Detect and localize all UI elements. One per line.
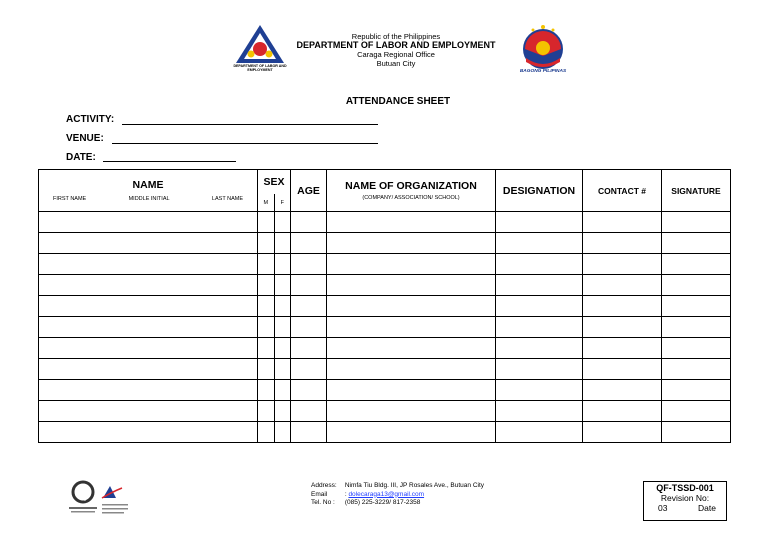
revision-label: Revision No: [660,493,710,503]
organization-cell[interactable] [327,212,496,233]
table-row [39,380,731,401]
male-cell[interactable] [258,233,275,254]
contact-cell[interactable] [583,401,662,422]
activity-line[interactable] [122,124,378,125]
name-cell[interactable] [39,233,258,254]
signature-header: SIGNATURE [662,170,731,212]
male-cell[interactable] [258,401,275,422]
signature-cell[interactable] [662,422,731,443]
date-line[interactable] [103,161,236,162]
age-cell[interactable] [291,254,327,275]
table-row [39,401,731,422]
contact-cell[interactable] [583,359,662,380]
designation-cell[interactable] [496,275,583,296]
signature-cell[interactable] [662,296,731,317]
contact-header: CONTACT # [583,170,662,212]
signature-cell[interactable] [662,401,731,422]
tel-label: Tel. No : [311,499,335,506]
activity-label: ACTIVITY: [66,114,115,125]
contact-cell[interactable] [583,212,662,233]
sex-header [258,170,291,212]
republic-text: Republic of the Philippines [351,32,441,41]
email-link[interactable]: dolecaraga13@gmail.com [348,490,425,498]
venue-label: VENUE: [66,133,104,144]
agency-header [290,32,502,68]
contact-cell[interactable] [583,254,662,275]
organization-cell[interactable] [327,338,496,359]
contact-cell[interactable] [583,380,662,401]
name-header [39,170,258,212]
organization-cell[interactable] [327,275,496,296]
last-name-label: LAST NAME [211,196,243,202]
bagong-pilipinas-logo [518,22,568,72]
female-cell[interactable] [275,422,291,443]
female-cell[interactable] [275,317,291,338]
revision-number: 03 [658,503,668,513]
female-cell[interactable] [275,233,291,254]
age-cell[interactable] [291,338,327,359]
name-cell[interactable] [39,359,258,380]
organization-cell[interactable] [327,401,496,422]
table-row [39,275,731,296]
table-row [39,422,731,443]
female-cell[interactable] [275,401,291,422]
sheet-title: ATTENDANCE SHEET [345,96,451,107]
table-row [39,233,731,254]
organization-cell[interactable] [327,233,496,254]
certification-logo [66,478,134,518]
regional-office: Caraga Regional Office [357,50,435,59]
table-row [39,317,731,338]
tel-value: (085) 225-3229/ 817-2358 [344,499,421,506]
female-cell[interactable] [275,254,291,275]
male-cell[interactable] [258,317,275,338]
female-cell[interactable] [275,338,291,359]
organization-header-label: NAME OF ORGANIZATION [345,180,477,192]
signature-cell[interactable] [662,275,731,296]
organization-header [327,170,496,212]
middle-initial-label: MIDDLE INITIAL [128,196,170,202]
organization-cell[interactable] [327,359,496,380]
date-code-label: Date [698,503,716,513]
signature-cell[interactable] [662,233,731,254]
organization-sub-label: (COMPANY/ ASSOCIATION/ SCHOOL) [362,195,460,201]
age-cell[interactable] [291,422,327,443]
name-header-label: NAME [132,179,164,191]
signature-cell[interactable] [662,380,731,401]
dole-logo-caption: DEPARTMENT OF LABOR AND EMPLOYMENT [233,64,287,72]
contact-info: Address: Nimfa Tiu Bldg. III, JP Rosales Ave., Butuan City Email : dolecaraga13@gmail.com Tel. No : (085) 225-3229/ 817-2358 [311,482,485,506]
male-cell[interactable] [258,380,275,401]
name-cell[interactable] [39,275,258,296]
bagong-pilipinas-caption: BAGONG PILIPINAS [519,69,567,74]
age-cell[interactable] [291,380,327,401]
date-label: DATE: [66,152,96,163]
organization-cell[interactable] [327,422,496,443]
female-cell[interactable] [275,212,291,233]
contact-cell[interactable] [583,233,662,254]
male-cell[interactable] [258,254,275,275]
age-header: AGE [291,170,327,212]
signature-cell[interactable] [662,338,731,359]
designation-cell[interactable] [496,317,583,338]
email-label: Email [311,490,328,498]
name-cell[interactable] [39,380,258,401]
table-row [39,296,731,317]
male-cell[interactable] [258,338,275,359]
age-cell[interactable] [291,275,327,296]
attendance-table [38,169,731,443]
designation-cell[interactable] [496,254,583,275]
age-cell[interactable] [291,359,327,380]
male-label: M [258,194,275,211]
designation-cell[interactable] [496,338,583,359]
age-cell[interactable] [291,212,327,233]
contact-cell[interactable] [583,422,662,443]
name-cell[interactable] [39,338,258,359]
venue-line[interactable] [112,143,378,144]
designation-cell[interactable] [496,359,583,380]
designation-cell[interactable] [496,422,583,443]
contact-cell[interactable] [583,296,662,317]
age-cell[interactable] [291,233,327,254]
table-row [39,338,731,359]
organization-cell[interactable] [327,254,496,275]
designation-cell[interactable] [496,296,583,317]
signature-cell[interactable] [662,254,731,275]
age-cell[interactable] [291,296,327,317]
table-row [39,212,731,233]
signature-cell[interactable] [662,359,731,380]
age-cell[interactable] [291,317,327,338]
age-cell[interactable] [291,401,327,422]
designation-header: DESIGNATION [496,170,583,212]
female-cell[interactable] [275,380,291,401]
female-cell[interactable] [275,275,291,296]
designation-cell[interactable] [496,212,583,233]
city-text: Butuan City [376,59,416,68]
female-cell[interactable] [275,359,291,380]
form-code: QF-TSSD-001 [656,483,714,493]
organization-cell[interactable] [327,296,496,317]
sex-header-label: SEX [263,176,285,188]
designation-cell[interactable] [496,401,583,422]
name-cell[interactable] [39,254,258,275]
signature-cell[interactable] [662,212,731,233]
first-name-label: FIRST NAME [53,196,87,202]
name-cell[interactable] [39,296,258,317]
name-cell[interactable] [39,317,258,338]
male-cell[interactable] [258,275,275,296]
organization-cell[interactable] [327,380,496,401]
contact-cell[interactable] [583,317,662,338]
male-cell[interactable] [258,296,275,317]
table-row [39,359,731,380]
male-cell[interactable] [258,212,275,233]
female-cell[interactable] [275,296,291,317]
address-label: Address: [311,482,337,489]
designation-cell[interactable] [496,233,583,254]
table-body [39,212,731,443]
male-cell[interactable] [258,359,275,380]
department-name: DEPARTMENT OF LABOR AND EMPLOYMENT [296,40,496,50]
table-row [39,254,731,275]
name-cell[interactable] [39,422,258,443]
form-code-box [643,481,727,521]
organization-cell[interactable] [327,317,496,338]
contact-cell[interactable] [583,338,662,359]
designation-cell[interactable] [496,380,583,401]
name-cell[interactable] [39,401,258,422]
male-cell[interactable] [258,422,275,443]
name-cell[interactable] [39,212,258,233]
address-value: Nimfa Tiu Bldg. III, JP Rosales Ave., Butuan City [344,482,485,489]
contact-cell[interactable] [583,275,662,296]
female-label: F [280,199,284,206]
signature-cell[interactable] [662,317,731,338]
